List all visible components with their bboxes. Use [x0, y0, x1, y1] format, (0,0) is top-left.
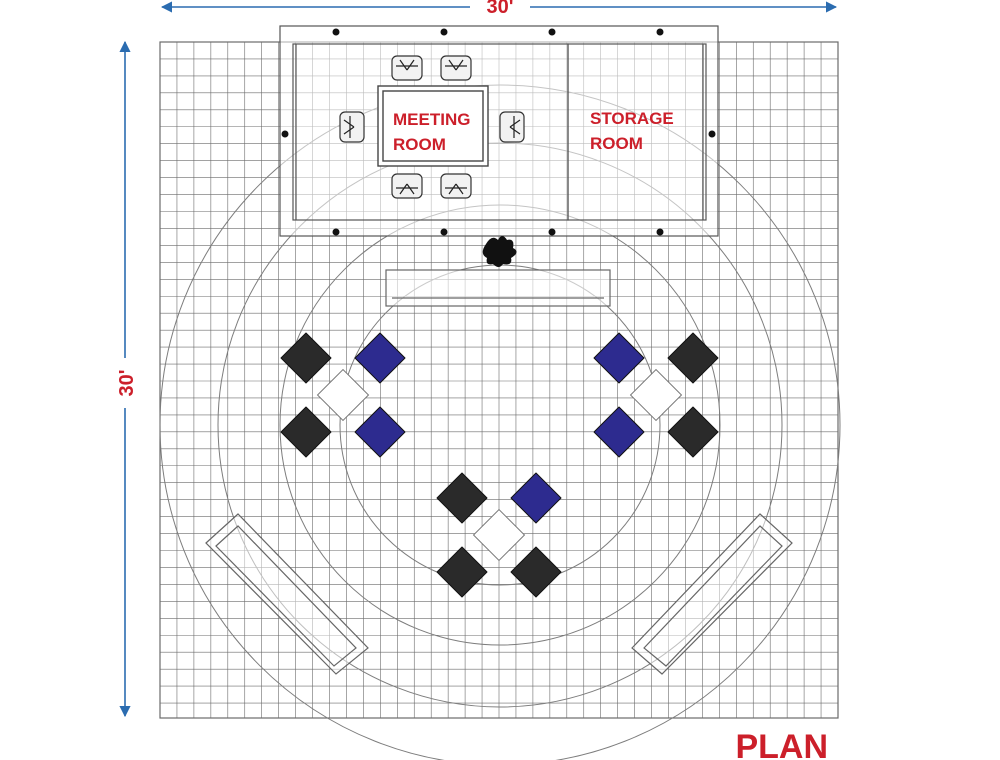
chair-icon: [441, 56, 471, 80]
meeting-room-label-line2: ROOM: [393, 135, 446, 154]
chair-icon: [441, 174, 471, 198]
chair-icon: [340, 112, 364, 142]
width-label: 30': [486, 0, 514, 18]
reception-counter: [386, 270, 610, 306]
chair-icon: [392, 56, 422, 80]
storage-room-label-line2: ROOM: [590, 134, 643, 153]
depth-label: 30': [116, 369, 138, 397]
chair-icon: [392, 174, 422, 198]
chair-icon: [500, 112, 524, 142]
meeting-room-label-line1: MEETING: [393, 110, 471, 129]
plan-title: PLAN: [735, 728, 828, 760]
storage-room-label-line1: STORAGE: [590, 109, 674, 128]
